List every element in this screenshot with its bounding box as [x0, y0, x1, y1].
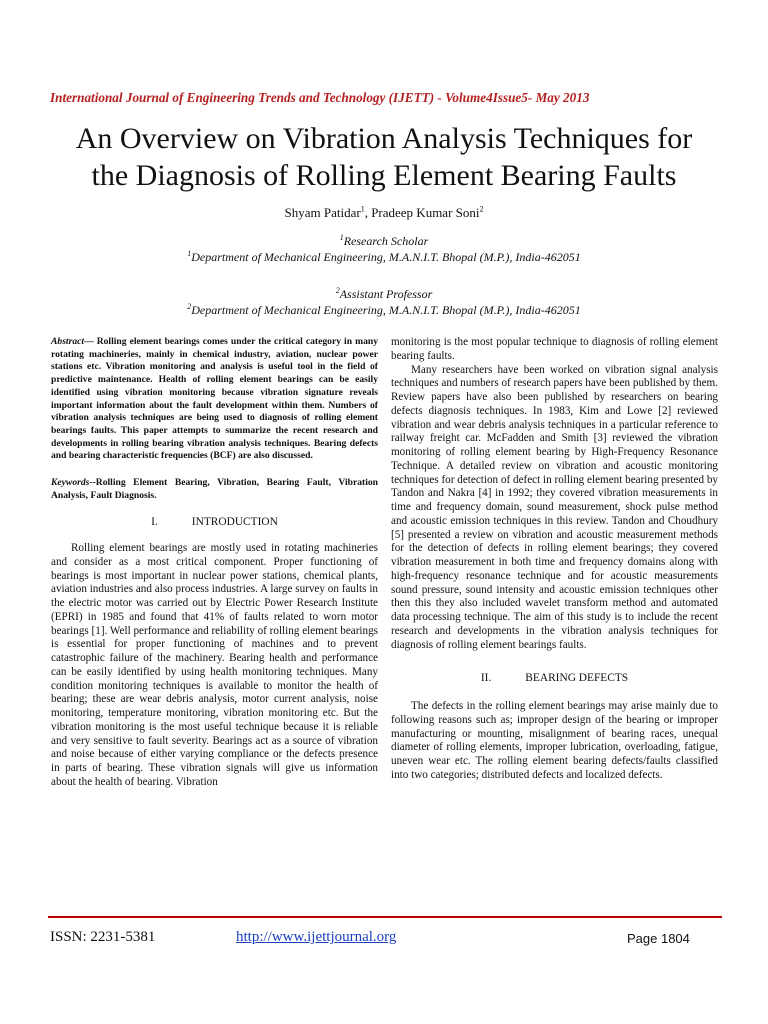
- author-superscript: 2: [479, 204, 484, 214]
- body-paragraph: monitoring is the most popular technique to diagnosis of rolling element bearing faults.: [391, 336, 718, 362]
- body-paragraph: The defects in the rolling element bearings may arise mainly due to following reasons such as; improper design of the bearing or improper manufacturing or mounting, misalignment of bearing races, unequal diameter of rolling elements, improper lubrication, overloading, fatigue, uneven wear etc. The rolling element bearing defects/faults classified into two categories; distributed defects and localized defects.: [391, 700, 718, 781]
- affiliation-superscript: 1: [339, 233, 344, 242]
- page-number: Page 1804: [627, 931, 690, 946]
- journal-website-link[interactable]: http://www.ijettjournal.org: [236, 929, 397, 945]
- author-list: [0, 205, 768, 221]
- author-name: Shyam Patidar: [284, 205, 361, 220]
- paper-title-line-2: the Diagnosis of Rolling Element Bearing Faults: [91, 159, 677, 192]
- issn-label: ISSN: 2231-5381: [50, 929, 156, 945]
- section-heading-bearing-defects: [391, 672, 718, 686]
- keywords-label: Keywords: [51, 477, 90, 489]
- affiliation-department: Department of Mechanical Engineering, M.A.N.I.T. Bhopal (M.P.), India-462051: [191, 303, 581, 317]
- affiliation-superscript: 1: [187, 249, 192, 258]
- journal-header: International Journal of Engineering Trends and Technology (IJETT) - Volume4Issue5- May 2013: [50, 90, 590, 105]
- body-paragraph: Rolling element bearings are mostly used in rotating machineries and consider as a most critical component. Proper functioning of bearings is most important in nuclear power stations, chemical plants, aviation industries and also process industries. A large survey on faults in the electric motor was carried out by Electric Power Research Institute (EPRI) in 1985 and found that 41% of faults related to worn motor bearings [1]. Well performance and reliability of rolling element bearings is essential for proper functioning of machines and to prevent catastrophic failure of the machinery. Bearing health and performance can be easily identified by using health monitoring techniques. Many condition monitoring techniques is available to monitor the health of bearing; these are wear debris analysis, motor current analysis, noise monitoring, temperature monitoring, vibration monitoring etc. But the vibration monitoring is the most useful technique because it is reliable and very sensitive to fault severity. Bearings act as a source of vibration and noise because of either varying compliance or the defects presence in parts of bearing. These vibration signals will give us information about the health of bearing. Vibration: [51, 542, 378, 788]
- affiliation-superscript: 2: [335, 286, 340, 295]
- abstract: [51, 336, 378, 463]
- abstract-text: — Rolling element bearings comes under the critical category in many rotating machineries, mainly in chemical industry, aviation, nuclear power stations etc. Vibration monitoring and analysis is useful tool in the field of predictive maintenance. Health of rolling element bearings can be easily identified using vibration monitoring because vibration signature reveals important information about the fault development within them. Numbers of vibration analysis techniques are being used to diagnosis of rolling element bearings faults. This paper attempts to summarize the recent research and developments in rolling bearing vibration analysis techniques. Bearing defects and bearing characteristic frequencies (BCF) are also discussed.: [51, 336, 378, 462]
- author-name: Pradeep Kumar Soni: [371, 205, 480, 220]
- affiliation-department: Department of Mechanical Engineering, M.A.N.I.T. Bhopal (M.P.), India-462051: [191, 250, 581, 264]
- body-paragraph: Many researchers have been worked on vibration signal analysis techniques and numbers of research papers have been published by them. Review papers have also been published by researchers on bearing defects diagnosis techniques. In 1983, Kim and Lowe [2] reviewed vibration and wear debris analysis techniques in a particular reference to railway freight car. McFadden and Smith [3] reviewed the vibration monitoring of rolling element bearing by High-Frequency Resonance Technique. A detailed review on vibration and acoustic monitoring techniques for detection of defect in rolling element bearing presented by Tandon and Nakra [4] in 1992; they covered vibration measurements in time and frequency domain, sound measurement, shock pulse method and acoustic emission techniques in this review. Tandon and Choudhury [5] presented a review on vibration and acoustic measurement methods for the detection of defects in rolling element bearings; they covered vibration measurement in both time and frequency domains along with high-frequency resonance technique and for acoustic measurements sound pressure, sound intensity and acoustic emission techniques other then this they also included wavelet transform method and automated data processing technique. The aim of this study is to include the recent research and developments in the vibration analysis techniques for diagnosis of rolling element bearings faults.: [391, 363, 718, 651]
- section-title: INTRODUCTION: [191, 516, 278, 529]
- affiliation-role: Research Scholar: [343, 234, 429, 248]
- section-heading-introduction: [51, 516, 378, 530]
- author-separator: ,: [364, 205, 372, 220]
- author-superscript: 1: [360, 204, 365, 214]
- affiliation-1: [0, 233, 768, 265]
- keywords-text: --Rolling Element Bearing, Vibration, Bearing Fault, Vibration Analysis, Fault Diagnosis.: [51, 477, 378, 501]
- section-number: I.: [151, 516, 158, 529]
- footer-divider: [48, 916, 722, 918]
- right-column: [391, 336, 718, 783]
- affiliation-superscript: 2: [187, 302, 192, 311]
- affiliation-2: [0, 286, 768, 318]
- keywords: [51, 477, 378, 502]
- paper-title-line-1: An Overview on Vibration Analysis Techniques for: [75, 122, 693, 155]
- affiliation-role: Assistant Professor: [339, 287, 433, 301]
- section-number: II.: [480, 672, 492, 685]
- paper-title: [40, 120, 728, 194]
- left-column: [51, 336, 378, 790]
- section-title: BEARING DEFECTS: [525, 672, 629, 685]
- abstract-label: Abstract: [51, 336, 85, 347]
